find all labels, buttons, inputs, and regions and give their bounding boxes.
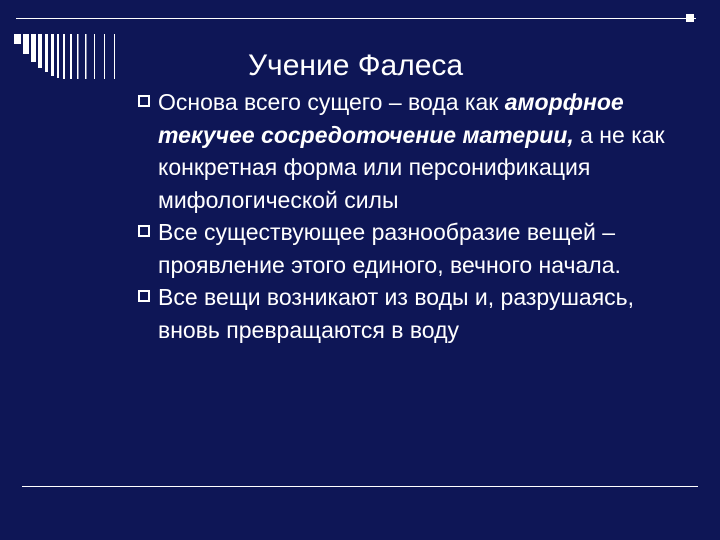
bullet-list (32, 86, 702, 346)
bottom-divider-line (22, 486, 698, 487)
hollow-square-bullet-icon (138, 290, 150, 302)
bullet-item (32, 281, 702, 346)
top-divider-end-square (686, 14, 694, 22)
bullet-text: Все вещи возникают из воды и, разрушаясь, вновь превращаются в воду (158, 284, 635, 343)
slide-title: Учение Фалеса (248, 49, 464, 82)
top-divider-line (16, 18, 696, 19)
vertical-bars-decoration-icon (14, 34, 124, 80)
bullet-text: Основа всего сущего – вода как (158, 89, 505, 115)
bullet-item (32, 86, 702, 216)
bullet-emphasis-text: аморфное текучее сосредоточение материи, (158, 89, 624, 148)
bullet-text: Все существующее разнообразие вещей – проявление этого единого, вечного начала. (158, 219, 621, 278)
bullet-item (32, 216, 702, 281)
bullet-text: а не как конкретная форма или персонификация мифологической силы (158, 121, 665, 213)
hollow-square-bullet-icon (138, 225, 150, 237)
hollow-square-bullet-icon (138, 95, 150, 107)
